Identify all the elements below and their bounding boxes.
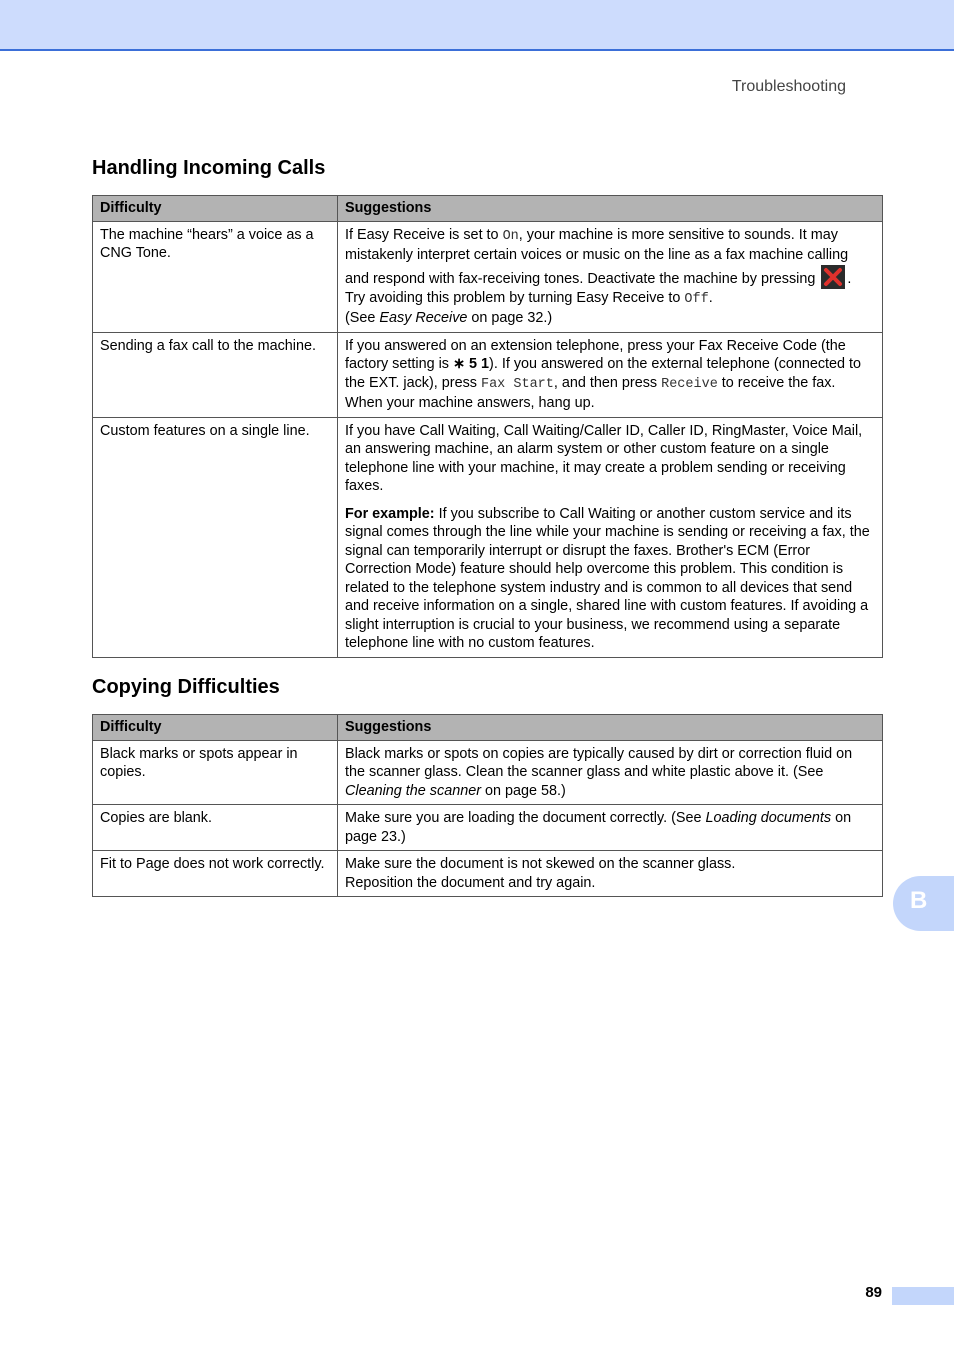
- chapter-tab-letter: B: [910, 887, 928, 914]
- table-row: [93, 417, 883, 657]
- suggestion-paragraph: [345, 505, 875, 653]
- incoming-calls-table: [92, 195, 883, 658]
- column-header-suggestions: Suggestions: [338, 715, 883, 741]
- suggestion-line: Reposition the document and try again.: [345, 874, 596, 891]
- column-header-difficulty: Difficulty: [93, 715, 338, 741]
- difficulty-cell: Fit to Page does not work correctly.: [93, 851, 338, 897]
- text-run: on page 23.): [345, 810, 852, 845]
- column-header-difficulty: Difficulty: [93, 196, 338, 222]
- table-row: [93, 221, 883, 332]
- suggestion-cell: [338, 417, 883, 657]
- difficulty-cell: The machine “hears” a voice as a CNG Tone.: [93, 221, 338, 332]
- footer-band: [892, 1287, 954, 1305]
- difficulty-cell: Copies are blank.: [93, 805, 338, 851]
- text-run: to receive the fax. When your machine answers, hang up.: [345, 374, 836, 411]
- text-run: If Easy Receive is set to: [345, 226, 503, 243]
- suggestion-cell: [338, 332, 883, 417]
- text-run: , and then press: [553, 374, 662, 391]
- cross-reference: Easy Receive: [379, 310, 468, 326]
- chapter-tab: [893, 876, 954, 931]
- difficulty-cell: Black marks or spots appear in copies.: [93, 740, 338, 805]
- difficulty-cell: Custom features on a single line.: [93, 417, 338, 657]
- suggestion-cell: [338, 805, 883, 851]
- lcd-code-off: Off: [684, 291, 709, 307]
- text-run: Make sure you are loading the document correctly. (See: [345, 810, 706, 826]
- table-header-row: [93, 715, 883, 741]
- suggestion-cell: [338, 851, 883, 897]
- page-number: 89: [865, 1284, 882, 1301]
- text-run: .: [847, 270, 852, 287]
- column-header-suggestions: Suggestions: [338, 196, 883, 222]
- table-row: [93, 805, 883, 851]
- running-head: Troubleshooting: [731, 78, 846, 95]
- text-run: Black marks or spots on copies are typically caused by dirt or correction fluid on the scanner glass. Clean the scanner glass and white plastic above it. (See: [345, 745, 853, 780]
- text-run: on page 32.): [467, 310, 553, 326]
- suggestion-line: Make sure the document is not skewed on the scanner glass.: [345, 856, 736, 872]
- suggestion-paragraph: If you have Call Waiting, Call Waiting/Caller ID, Caller ID, RingMaster, Voice Mail, an answering machine, an alarm system or other custom feature on a single telephone line with your machine, it may create a problem sending or receiving faxes.: [345, 422, 863, 494]
- table-row: [93, 851, 883, 897]
- suggestion-cell: [338, 740, 883, 805]
- stop-exit-icon: [821, 265, 845, 289]
- text-run: , your machine is more sensitive to sounds. It may mistakenly interpret certain voices or music on the line as a fax machine calling and respond with fax-receiving tones. Deactivate the machine by pressing: [345, 226, 849, 287]
- table-header-row: [93, 196, 883, 222]
- fax-receive-code: ∗ 5 1: [452, 356, 490, 372]
- text-run: If you subscribe to Call Waiting or another custom service and its signal comes through the line while your machine is sending or receiving a fax, the signal can temporarily interrupt or disrupt the faxes. Brother's ECM (Error Correction Mode) feature should help overcome this problem. This condition is related to the telephone system industry and is common to all devices that send and receive information on a single, shared line with custom features. If avoiding a slight interruption is crucial to your business, we recommend using a separate telephone line with no custom features.: [345, 505, 870, 651]
- text-run: .: [708, 289, 713, 306]
- suggestion-paragraph: [345, 226, 875, 289]
- text-run: If you answered on an extension telephone, press your Fax Receive Code (the factory setting is: [345, 337, 846, 372]
- section-title-copying: Copying Difficulties: [92, 676, 280, 698]
- example-label: For example:: [345, 505, 435, 522]
- lcd-code-on: On: [502, 228, 519, 244]
- lcd-code-fax-start: Fax Start: [480, 376, 554, 392]
- header-band: [0, 0, 954, 51]
- text-run: ). If you answered on the external telephone (connected to the EXT. jack), press: [345, 356, 862, 391]
- section-title-incoming-calls: Handling Incoming Calls: [92, 157, 326, 179]
- suggestion-cell: [338, 221, 883, 332]
- suggestion-paragraph: [345, 309, 875, 328]
- cross-reference: Loading documents: [705, 810, 832, 826]
- difficulty-cell: Sending a fax call to the machine.: [93, 332, 338, 417]
- lcd-code-receive: Receive: [661, 376, 718, 392]
- table-row: [93, 332, 883, 417]
- copying-table: [92, 714, 883, 897]
- text-run: Try avoiding this problem by turning Easy Receive to: [345, 289, 685, 306]
- suggestion-paragraph: [345, 289, 875, 310]
- table-row: [93, 740, 883, 805]
- text-run: (See: [345, 310, 380, 326]
- text-run: on page 58.): [481, 782, 566, 799]
- cross-reference: Cleaning the scanner: [345, 782, 482, 799]
